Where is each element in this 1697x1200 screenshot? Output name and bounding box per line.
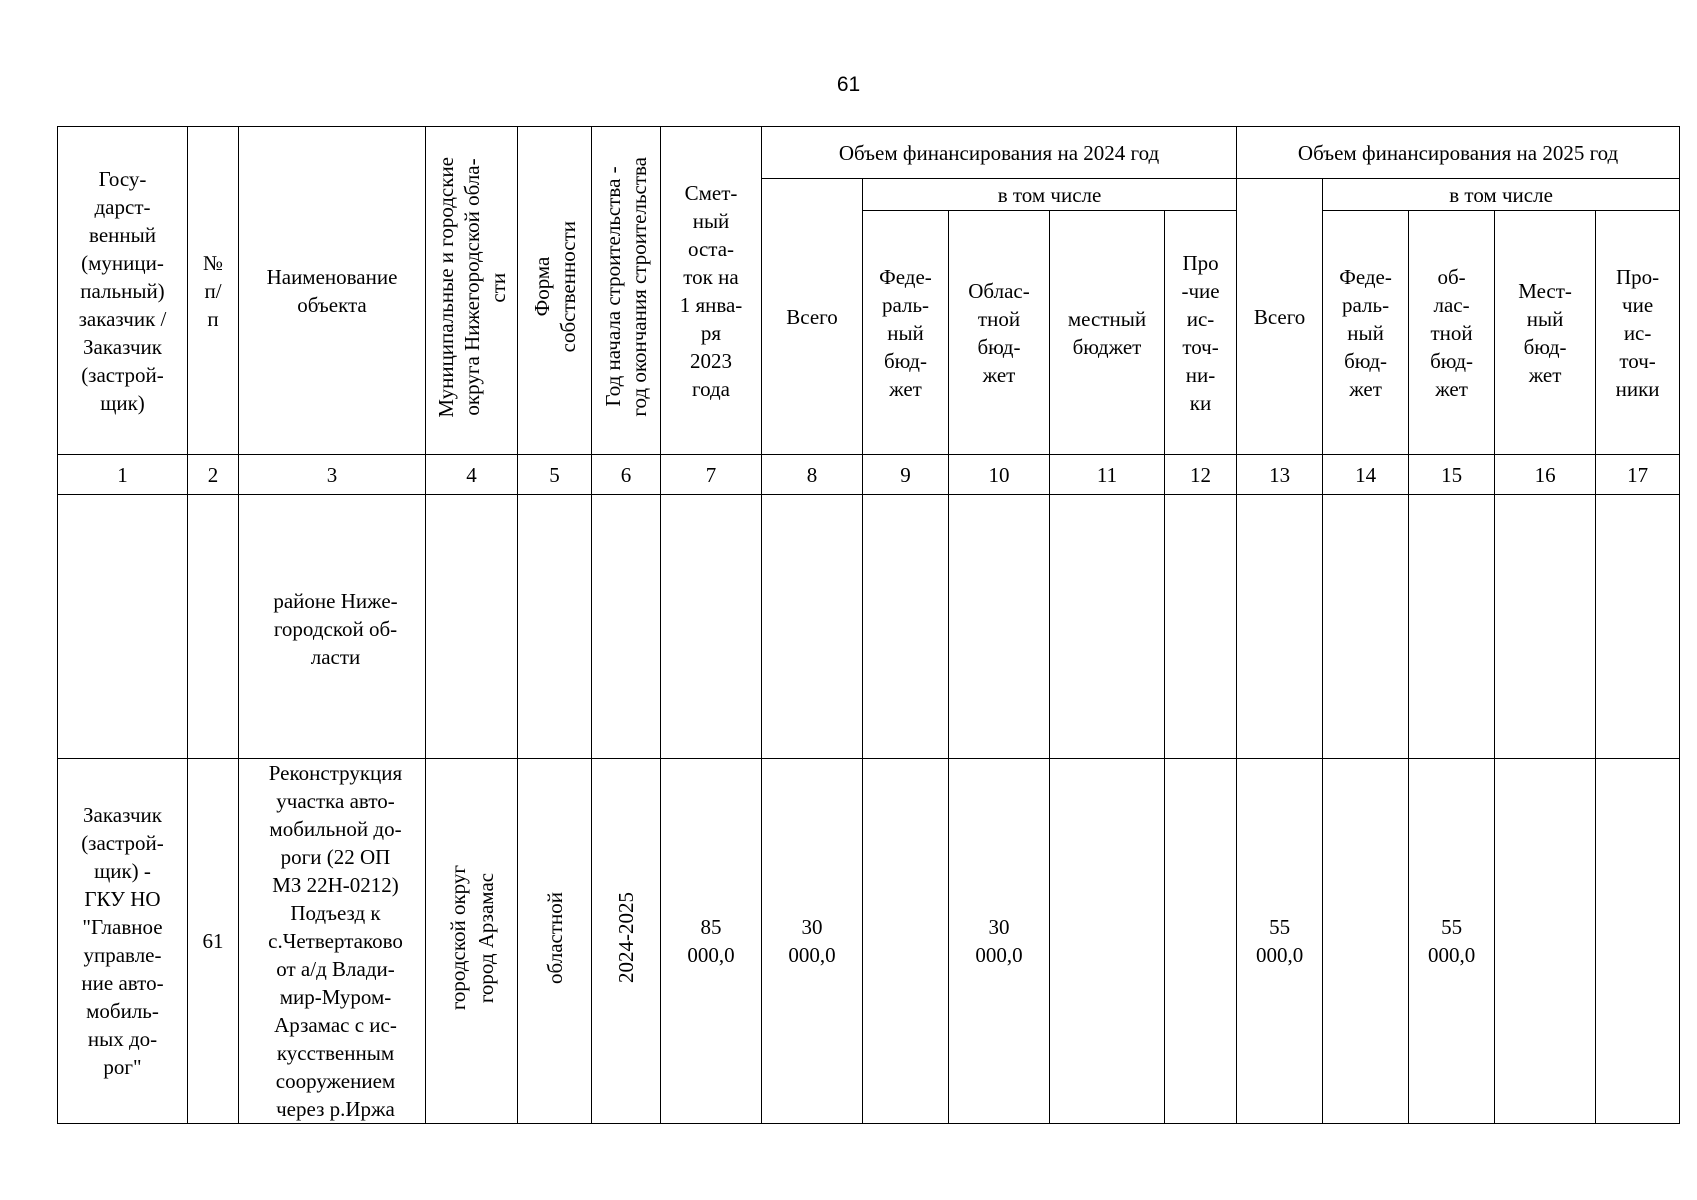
cell-empty bbox=[426, 495, 518, 759]
cell-empty bbox=[518, 495, 592, 759]
cell-empty bbox=[661, 495, 762, 759]
cell-object-name: районе Ниже- городской об- ласти bbox=[239, 495, 426, 759]
cell-empty bbox=[58, 495, 188, 759]
column-number-row bbox=[58, 455, 1680, 495]
column-number: 8 bbox=[762, 455, 863, 495]
cell-other-2024 bbox=[1165, 759, 1237, 1124]
cell-empty bbox=[949, 495, 1050, 759]
column-number: 9 bbox=[863, 455, 949, 495]
header-number: № п/ п bbox=[188, 127, 239, 455]
cell-empty bbox=[863, 495, 949, 759]
header-customer: Госу- дарст- венный (муници- пальный) заказчик / Заказчик (застрой- щик) bbox=[58, 127, 188, 455]
cell-local-2024 bbox=[1050, 759, 1165, 1124]
cell-empty bbox=[1165, 495, 1237, 759]
cell-empty bbox=[1596, 495, 1680, 759]
page-number: 61 bbox=[836, 73, 861, 96]
header-local-2024: местный бюджет bbox=[1050, 211, 1165, 455]
cell-local-2025 bbox=[1495, 759, 1596, 1124]
header-including-2024: в том числе bbox=[863, 179, 1237, 211]
cell-ownership: областной bbox=[518, 759, 592, 1124]
column-number: 6 bbox=[592, 455, 661, 495]
cell-customer: Заказчик (застрой- щик) - ГКУ НО "Главное управле- ние авто- мобиль- ных до- рог" bbox=[58, 759, 188, 1124]
header-other-2024: Про -чие ис- точ- ни- ки bbox=[1165, 211, 1237, 455]
cell-construction-years: 2024-2025 bbox=[592, 759, 661, 1124]
table-row bbox=[58, 495, 1680, 759]
cell-object-name: Реконструкция участка авто- мобильной до- роги (22 ОП МЗ 22Н-0212) Подъезд к с.Четвертаково от а/д Влади- мир-Муром- Арзамас с ис- кусственным сооружением через р.Иржа bbox=[239, 759, 426, 1124]
cell-federal-2025 bbox=[1323, 759, 1409, 1124]
cell-district: городской округ город Арзамас bbox=[426, 759, 518, 1124]
header-other-2025: Про- чие ис- точ- ники bbox=[1596, 211, 1680, 455]
column-number: 12 bbox=[1165, 455, 1237, 495]
header-total-2024: Всего bbox=[762, 179, 863, 455]
header-object-name: Наименование объекта bbox=[239, 127, 426, 455]
cell-empty bbox=[1323, 495, 1409, 759]
financing-table bbox=[57, 126, 1680, 1124]
header-district: Муниципальные и городские округа Нижегородской обла- сти bbox=[426, 127, 518, 455]
column-number: 15 bbox=[1409, 455, 1495, 495]
column-number: 1 bbox=[58, 455, 188, 495]
header-regional-2025: об- лас- тной бюд- жет bbox=[1409, 211, 1495, 455]
header-federal-2025: Феде- раль- ный бюд- жет bbox=[1323, 211, 1409, 455]
column-number: 4 bbox=[426, 455, 518, 495]
header-financing-2025: Объем финансирования на 2025 год bbox=[1237, 127, 1680, 179]
column-number: 5 bbox=[518, 455, 592, 495]
cell-estimate-remainder: 85 000,0 bbox=[661, 759, 762, 1124]
header-construction-years: Год начала строительства - год окончания строительства bbox=[592, 127, 661, 455]
column-number: 17 bbox=[1596, 455, 1680, 495]
cell-empty bbox=[1050, 495, 1165, 759]
cell-regional-2025: 55 000,0 bbox=[1409, 759, 1495, 1124]
column-number: 7 bbox=[661, 455, 762, 495]
column-number: 11 bbox=[1050, 455, 1165, 495]
column-number: 13 bbox=[1237, 455, 1323, 495]
header-local-2025: Мест- ный бюд- жет bbox=[1495, 211, 1596, 455]
cell-total-2025: 55 000,0 bbox=[1237, 759, 1323, 1124]
header-ownership: Форма собственности bbox=[518, 127, 592, 455]
cell-empty bbox=[1409, 495, 1495, 759]
header-regional-2024: Облас- тной бюд- жет bbox=[949, 211, 1050, 455]
column-number: 10 bbox=[949, 455, 1050, 495]
header-federal-2024: Феде- раль- ный бюд- жет bbox=[863, 211, 949, 455]
column-number: 16 bbox=[1495, 455, 1596, 495]
header-total-2025: Всего bbox=[1237, 179, 1323, 455]
column-number: 2 bbox=[188, 455, 239, 495]
cell-number: 61 bbox=[188, 759, 239, 1124]
cell-total-2024: 30 000,0 bbox=[762, 759, 863, 1124]
column-number: 14 bbox=[1323, 455, 1409, 495]
cell-federal-2024 bbox=[863, 759, 949, 1124]
cell-empty bbox=[1495, 495, 1596, 759]
cell-empty bbox=[592, 495, 661, 759]
cell-empty bbox=[188, 495, 239, 759]
header-estimate-remainder: Смет- ный оста- ток на 1 янва- ря 2023 года bbox=[661, 127, 762, 455]
cell-empty bbox=[1237, 495, 1323, 759]
cell-other-2025 bbox=[1596, 759, 1680, 1124]
header-including-2025: в том числе bbox=[1323, 179, 1680, 211]
column-number: 3 bbox=[239, 455, 426, 495]
cell-empty bbox=[762, 495, 863, 759]
table-row bbox=[58, 759, 1680, 1124]
cell-regional-2024: 30 000,0 bbox=[949, 759, 1050, 1124]
header-financing-2024: Объем финансирования на 2024 год bbox=[762, 127, 1237, 179]
